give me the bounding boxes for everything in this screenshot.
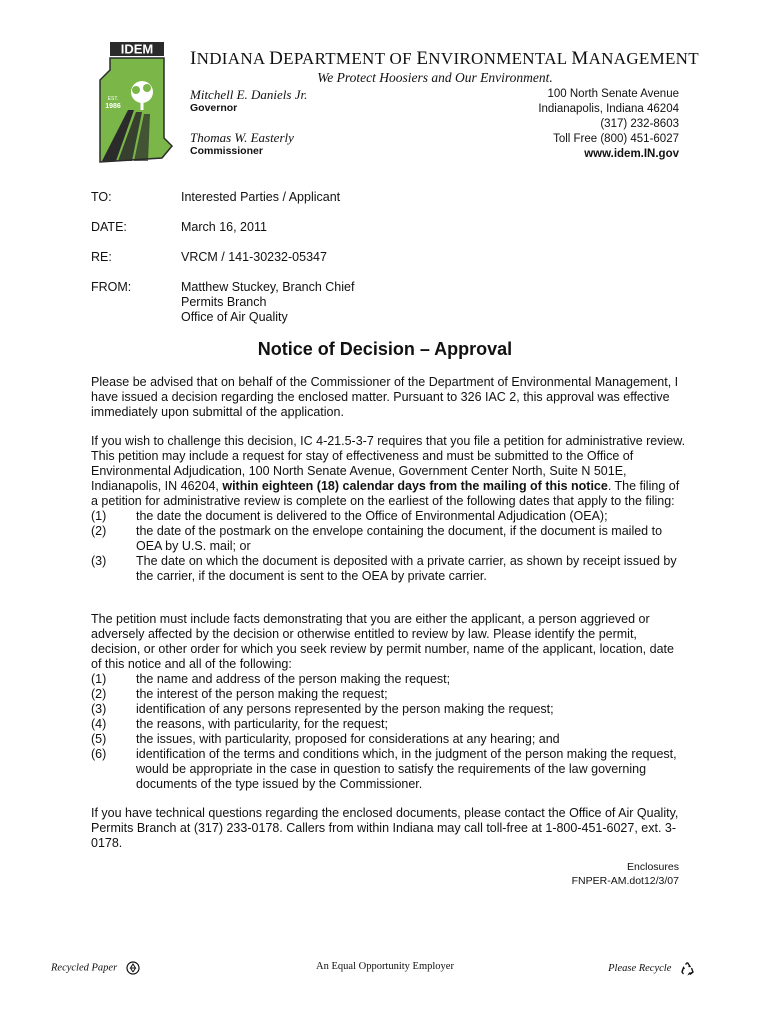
- agency-website: www.idem.IN.gov: [584, 148, 679, 160]
- list-text: the reasons, with particularity, for the request;: [136, 717, 388, 731]
- memo-date-value: March 16, 2011: [181, 220, 267, 234]
- agency-name: [190, 48, 699, 70]
- list-text: The date on which the document is deposited with a private carrier, as shown by receipt issued by the carrier, if the document is sent to the OEA by private carrier.: [136, 554, 677, 583]
- list-item: [91, 717, 686, 732]
- list-item: [91, 687, 686, 702]
- paragraph-contact: [91, 806, 686, 851]
- paragraph-challenge: [91, 434, 686, 584]
- memo-date-label: DATE:: [91, 220, 127, 234]
- logo-year: 1986: [105, 103, 121, 110]
- enclosures-block: [572, 860, 679, 888]
- agency-motto: We Protect Hoosiers and Our Environment.: [317, 70, 553, 85]
- challenge-text-part: If you wish to challenge this decision, IC 4-21.5-3-7 requires that you file a petition for administrative review. This petition may include a request for stay of effectiveness and must be submitted to the Office of Environmental Adjudication, 100 North Senate Avenue, Government Center North, Suite N 501E, Indianapolis, IN 46204,: [91, 434, 686, 493]
- filing-date-list: [91, 509, 686, 584]
- list-item: [91, 732, 686, 747]
- paragraph-challenge-text: [91, 434, 686, 509]
- paragraph-contact-text: If you have technical questions regarding the enclosed documents, please contact the Office of Air Quality, Permits Branch at (317) 233-0178. Callers from within Indiana may call toll-free at 1-800-451-6027, ext. 3-0178.: [91, 806, 679, 850]
- deadline-emphasis: within eighteen (18) calendar days from the mailing of this notice: [222, 479, 608, 493]
- list-text: the date the document is delivered to the Office of Environmental Adjudication (OEA);: [136, 509, 608, 523]
- paragraph-approval-text: Please be advised that on behalf of the Commissioner of the Department of Environmental Management, I have issued a decision regarding the enclosed matter. Pursuant to 326 IAC 2, this approval was effective immediately upon submittal of the application.: [91, 375, 679, 419]
- address-street: 100 North Senate Avenue: [547, 88, 679, 100]
- list-text: the interest of the person making the request;: [136, 687, 388, 701]
- list-number: (1): [91, 672, 107, 686]
- list-text: identification of the terms and conditions which, in the judgment of the person making the request, would be appropriate in the case in question to satisfy the requirements of the law governing documents of the type issued by the Commissioner.: [136, 747, 677, 791]
- agency-rest: NDIANA: [196, 49, 270, 68]
- commissioner-name: Thomas W. Easterly: [190, 130, 294, 145]
- memo-from-label: FROM:: [91, 280, 132, 294]
- list-number: (1): [91, 509, 107, 523]
- paragraph-approval: [91, 375, 686, 420]
- list-item: [91, 747, 686, 792]
- governor-name: Mitchell E. Daniels Jr.: [190, 87, 308, 102]
- address-toll-free: Toll Free (800) 451-6027: [553, 133, 679, 145]
- footer-right-text: Please Recycle: [608, 962, 672, 974]
- recycle-icon: [680, 961, 695, 976]
- governor-title: Governor: [190, 102, 238, 114]
- list-item: [91, 509, 686, 524]
- address-phone: (317) 232-8603: [600, 118, 679, 130]
- agency-rest: NVIRONMENTAL: [428, 49, 572, 68]
- list-number: (6): [91, 747, 107, 761]
- footer-please-recycle: [608, 961, 695, 976]
- memo-from-value: [181, 280, 354, 325]
- from-branch: Permits Branch: [181, 295, 267, 309]
- list-item: [91, 554, 686, 584]
- paragraph-petition-text: The petition must include facts demonstrating that you are either the applicant, a person aggrieved or adversely affected by the decision or otherwise entitled to review by law. Please identify the permit, decision, or other order for which you seek review by permit number, name of the applicant, location, date of this notice and all of the following:: [91, 612, 674, 671]
- enclosures-label: Enclosures: [627, 861, 679, 873]
- list-item: [91, 702, 686, 717]
- from-name: Matthew Stuckey, Branch Chief: [181, 280, 355, 294]
- list-item: [91, 524, 686, 554]
- commissioner-title: Commissioner: [190, 145, 263, 157]
- list-number: (2): [91, 524, 107, 538]
- list-number: (3): [91, 702, 107, 716]
- list-item: [91, 672, 686, 687]
- challenge-text-part: . The filing of a petition for administrative review is complete on the earliest of the following dates that apply to the filing:: [91, 479, 680, 508]
- agency-address: [538, 87, 679, 162]
- footer-equal-opportunity: An Equal Opportunity Employer: [316, 961, 454, 972]
- list-number: (4): [91, 717, 107, 731]
- petition-requirements-list: [91, 672, 686, 792]
- list-text: the date of the postmark on the envelope containing the document, if the document is mailed to OEA by U.S. mail; or: [136, 524, 663, 553]
- memo-to-label: TO:: [91, 190, 112, 204]
- agency-cap: I: [190, 48, 197, 69]
- list-text: the issues, with particularity, proposed for considerations at any hearing; and: [136, 732, 560, 746]
- logo-est: EST.: [107, 96, 119, 102]
- list-text: the name and address of the person making the request;: [136, 672, 451, 686]
- list-number: (3): [91, 554, 107, 568]
- address-city: Indianapolis, Indiana 46204: [538, 103, 679, 115]
- idem-logo: [92, 40, 182, 165]
- agency-rest: EPARTMENT OF: [283, 49, 417, 68]
- memo-re-value: VRCM / 141-30232-05347: [181, 250, 327, 264]
- agency-cap: M: [571, 48, 589, 69]
- agency-rest: ANAGEMENT: [588, 49, 699, 68]
- list-number: (2): [91, 687, 107, 701]
- notice-title: Notice of Decision – Approval: [257, 339, 513, 359]
- list-number: (5): [91, 732, 107, 746]
- from-office: Office of Air Quality: [181, 310, 288, 324]
- memo-to-value: Interested Parties / Applicant: [181, 190, 341, 204]
- footer-left-text: Recycled Paper: [51, 962, 118, 974]
- agency-cap: D: [269, 48, 284, 69]
- memo-re-label: RE:: [91, 250, 112, 264]
- paragraph-petition: [91, 612, 686, 792]
- template-reference: FNPER-AM.dot12/3/07: [571, 875, 679, 887]
- agency-cap: E: [416, 48, 429, 69]
- list-text: identification of any persons represented by the person making the request;: [136, 702, 554, 716]
- logo-text: IDEM: [120, 41, 154, 57]
